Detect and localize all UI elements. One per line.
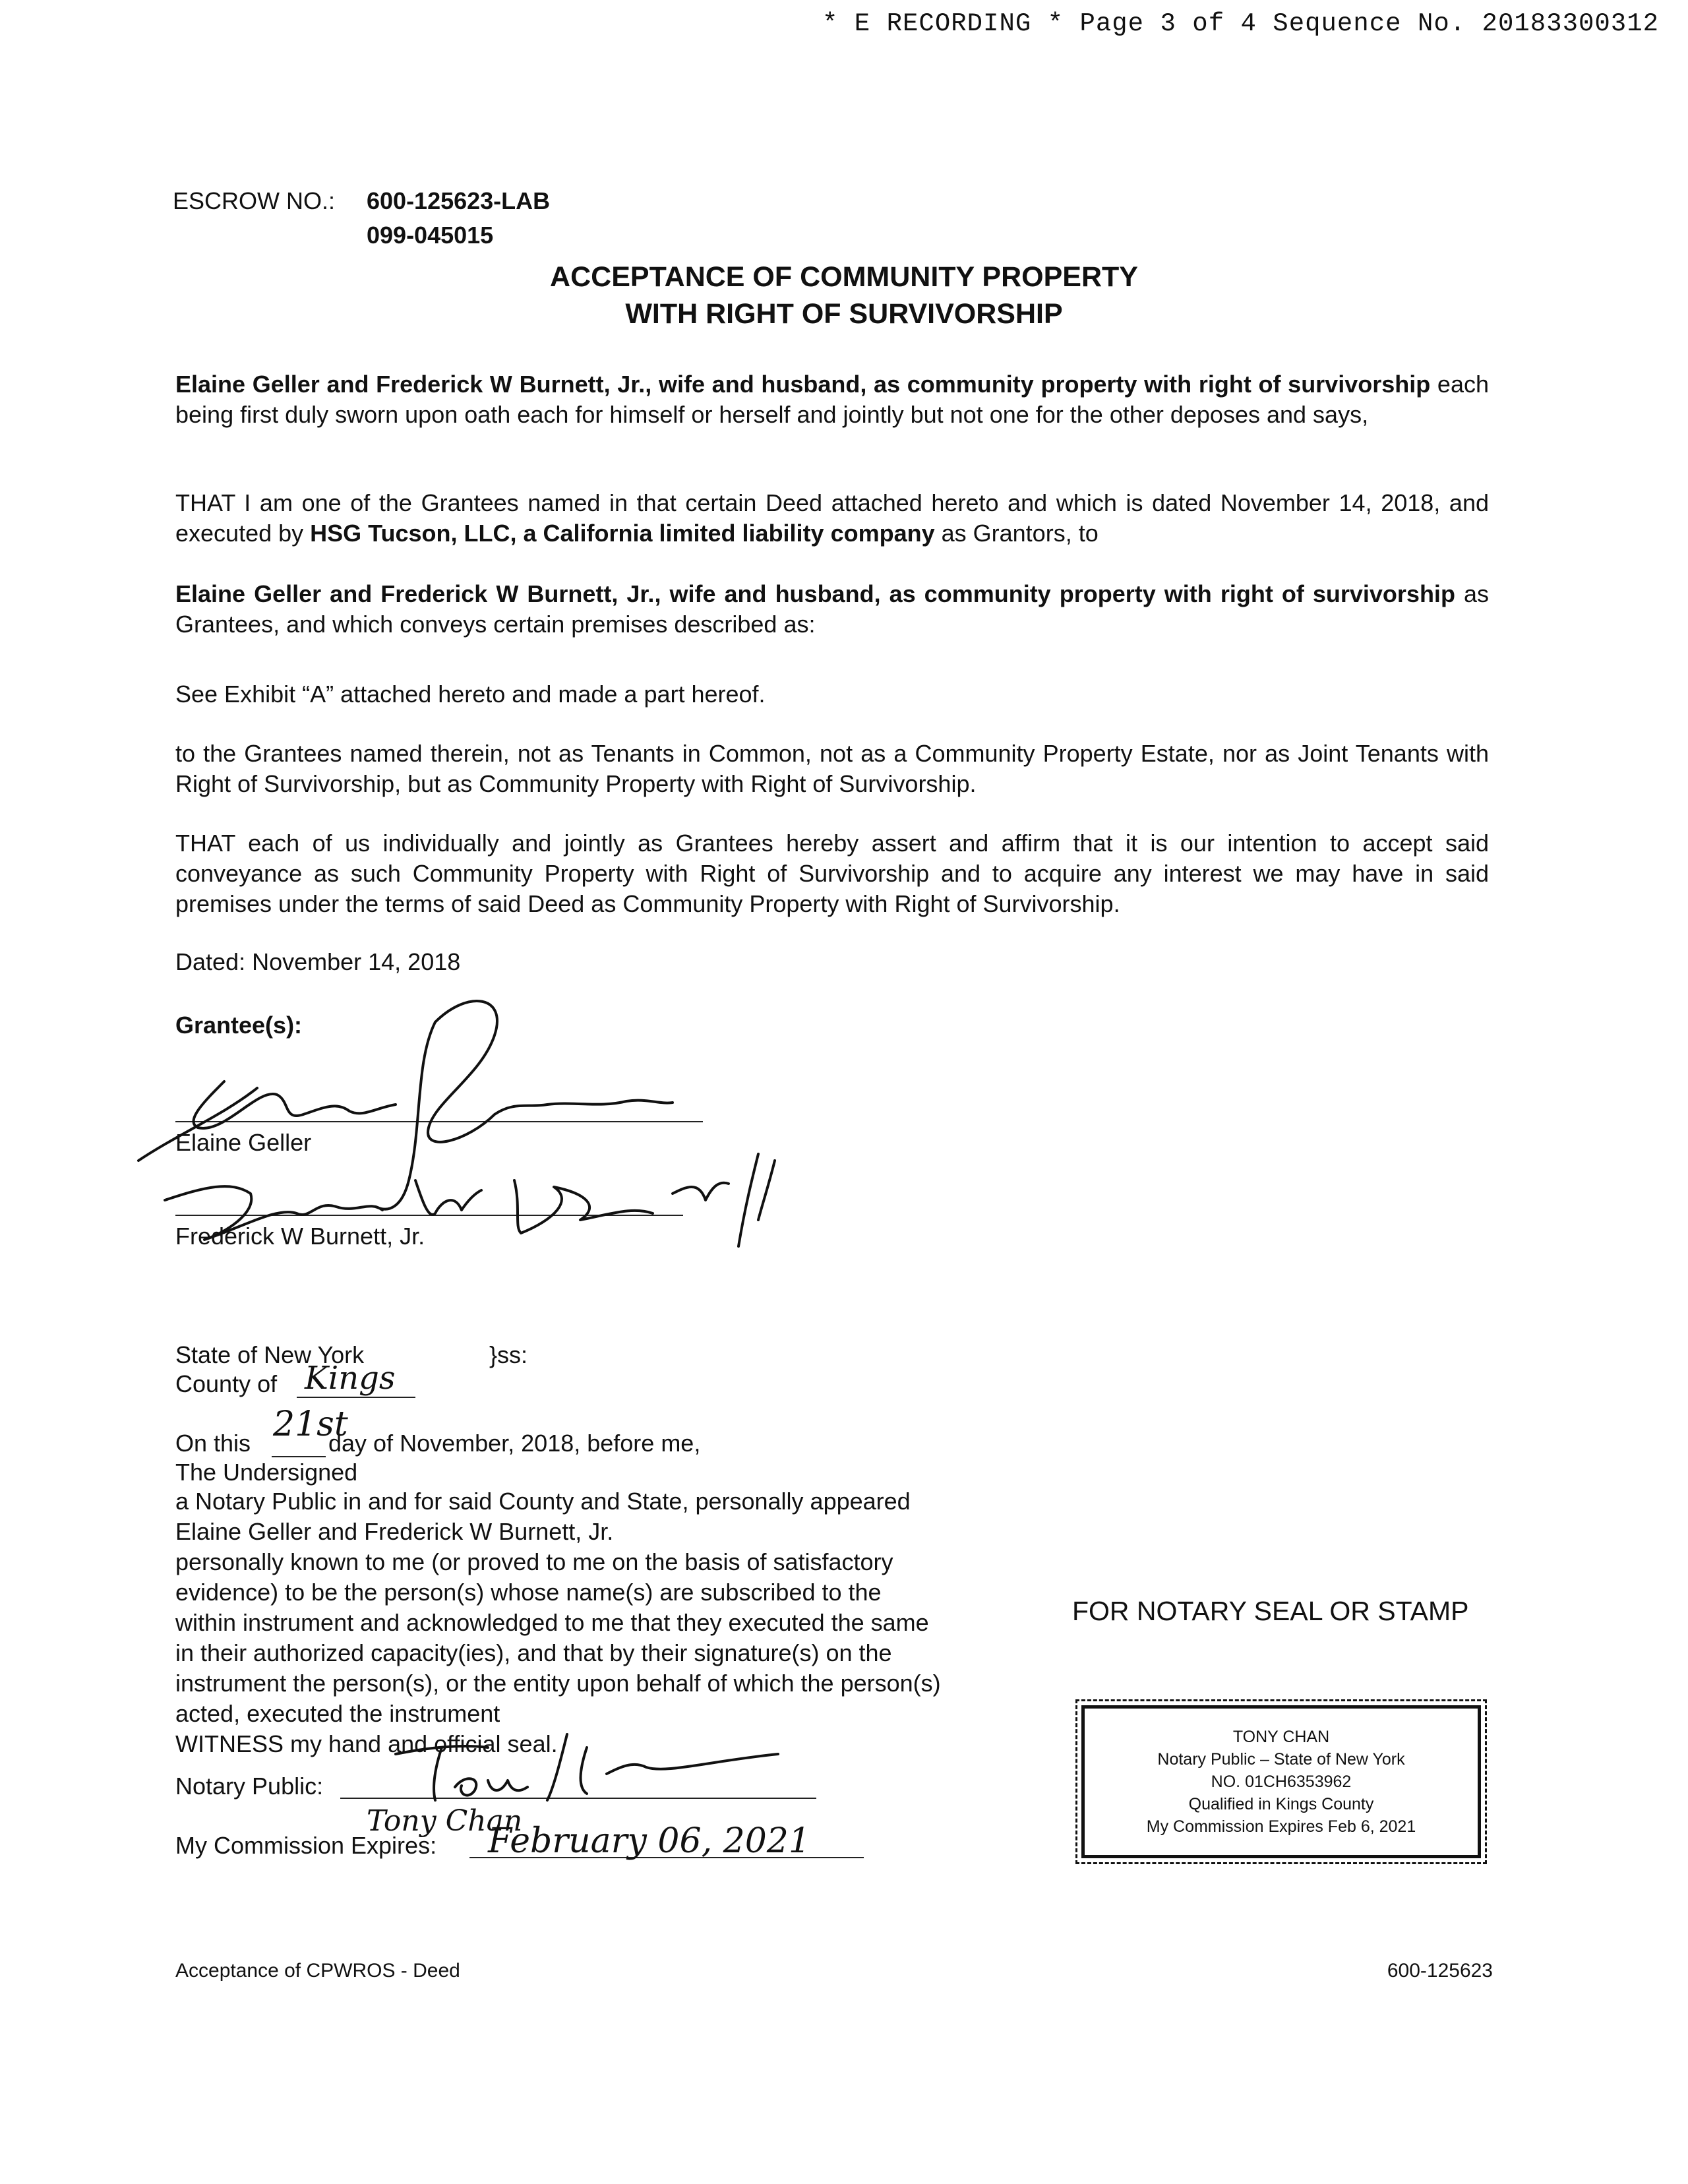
county-label: County of xyxy=(175,1370,278,1397)
day-rest: day of November, 2018, before me, xyxy=(328,1430,701,1457)
grantees-rest: as Grantees, and which conveys certain premises described as: xyxy=(175,580,1489,638)
ack-line: Elaine Geller and Frederick W Burnett, Jr. xyxy=(175,1518,614,1545)
commission-label: My Commission Expires: xyxy=(175,1832,437,1859)
paragraph-exhibit: See Exhibit “A” attached hereto and made a part hereof. xyxy=(175,681,766,708)
day-handwritten: 21st xyxy=(273,1405,348,1444)
footer-right: 600-125623 xyxy=(1387,1960,1493,1982)
notary-public-label: Notary Public: xyxy=(175,1773,324,1800)
recording-header: * E RECORDING * Page 3 of 4 Sequence No. 20183300312 xyxy=(822,9,1659,38)
acknowledgment-text xyxy=(175,1486,1046,1759)
paragraph-grantees xyxy=(175,579,1489,640)
affiants-rest: each being first duly sworn upon oath each for himself or herself and jointly but not one for the other deposes and says, xyxy=(175,371,1489,428)
ack-line: personally known to me (or proved to me on the basis of satisfactory xyxy=(175,1548,893,1575)
deed-text-a: THAT I am one of the Grantees named in that certain Deed attached hereto and which is dated November 14, 2018, and executed by xyxy=(175,489,1489,547)
paragraph-tenancy: to the Grantees named therein, not as Tenants in Common, not as a Community Property Estate, nor as Joint Tenants with Right of Survivorship, but as Community Property with Right of Survivorship. xyxy=(175,740,1489,797)
deed-text-b: as Grantors, to xyxy=(934,520,1099,547)
escrow-label: ESCROW NO.: xyxy=(173,187,336,214)
notary-signature-scribble xyxy=(369,1728,804,1807)
escrow-number-1: 600-125623-LAB xyxy=(367,187,551,214)
notary-printed-name-handwritten: Tony Chan xyxy=(367,1804,523,1838)
ss-marker: }ss: xyxy=(489,1341,528,1368)
notary-stamp xyxy=(1081,1705,1481,1858)
footer-left: Acceptance of CPWROS - Deed xyxy=(175,1960,460,1982)
ack-line: acted, executed the instrument xyxy=(175,1700,500,1727)
ack-line: a Notary Public in and for said County and State, personally appeared xyxy=(175,1488,911,1515)
dated-line: Dated: November 14, 2018 xyxy=(175,948,461,975)
undersigned-line: The Undersigned xyxy=(175,1459,358,1486)
grantees-bold: Elaine Geller and Frederick W Burnett, Jr., wife and husband, as community property with right of survivorship xyxy=(175,580,1455,607)
stamp-line: Notary Public – State of New York xyxy=(1157,1750,1405,1769)
signer-name-1: Elaine Geller xyxy=(175,1129,312,1156)
stamp-line: TONY CHAN xyxy=(1232,1728,1330,1746)
notary-seal-heading: FOR NOTARY SEAL OR STAMP xyxy=(1072,1596,1469,1626)
county-blank-line xyxy=(297,1397,415,1398)
ack-line: instrument the person(s), or the entity upon behalf of which the person(s) xyxy=(175,1670,941,1697)
affiants-bold: Elaine Geller and Frederick W Burnett, Jr., wife and husband, as community property with right of survivorship xyxy=(175,371,1431,398)
ack-line: WITNESS my hand and official seal. xyxy=(175,1730,558,1757)
ack-line: in their authorized capacity(ies), and that by their signature(s) on the xyxy=(175,1639,892,1666)
ack-line: evidence) to be the person(s) whose name(s) are subscribed to the xyxy=(175,1579,882,1606)
paragraph-affiants xyxy=(175,369,1489,430)
county-handwritten: Kings xyxy=(305,1360,396,1397)
grantee-signatures-scribble xyxy=(125,983,824,1259)
document-title-line1: ACCEPTANCE OF COMMUNITY PROPERTY xyxy=(550,261,1138,293)
stamp-line: NO. 01CH6353962 xyxy=(1211,1773,1352,1791)
document-title-line2: WITH RIGHT OF SURVIVORSHIP xyxy=(625,298,1063,330)
stamp-line: Qualified in Kings County xyxy=(1188,1795,1374,1813)
grantor-name: HSG Tucson, LLC, a California limited liability company xyxy=(310,520,935,547)
signer-name-2: Frederick W Burnett, Jr. xyxy=(175,1223,425,1250)
on-this-label: On this xyxy=(175,1430,251,1457)
paragraph-affirmation: THAT each of us individually and jointly as Grantees hereby assert and affirm that it is our intention to accept said conveyance as such Community Property with Right of Survivorship and to acquire any interest we may have in said premises under the terms of said Deed as Community Property with Right of Survivorship. xyxy=(175,830,1489,917)
grantees-label: Grantee(s): xyxy=(175,1012,303,1039)
state-line: State of New York xyxy=(175,1341,365,1368)
paragraph-deed xyxy=(175,488,1489,549)
ack-line: within instrument and acknowledged to me that they executed the same xyxy=(175,1609,929,1636)
escrow-number-2: 099-045015 xyxy=(367,222,494,249)
stamp-line: My Commission Expires Feb 6, 2021 xyxy=(1146,1817,1416,1836)
commission-handwritten: February 06, 2021 xyxy=(488,1821,810,1861)
